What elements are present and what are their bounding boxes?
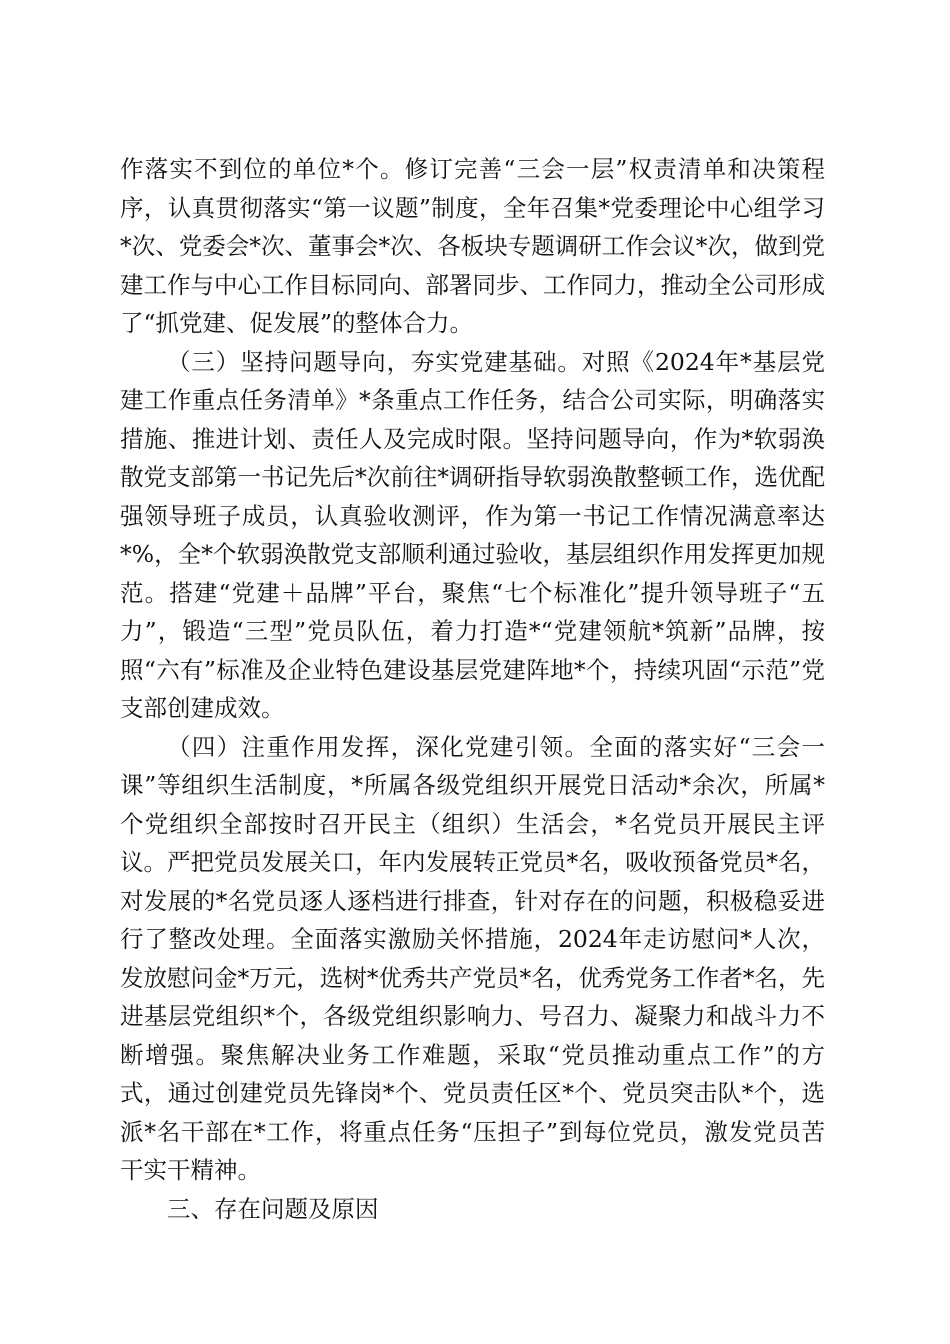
paragraph-continuation: 作落实不到位的单位*个。修订完善“三会一层”权责清单和决策程序，认真贯彻落实“第一议题”制度，全年召集*党委理论中心组学习*次、党委会*次、董事会*次、各板块专题调研工作会议*次，做到党建工作与中心工作目标同向、部署同步、工作同力，推动全公司形成了“抓党建、促发展”的整体合力。: [120, 155, 825, 337]
document-body: [120, 150, 825, 1228]
paragraph-section-3: （三）坚持问题导向，夯实党建基础。对照《2024年*基层党建工作重点任务清单》*条重点工作任务，结合公司实际，明确落实措施、推进计划、责任人及完成时限。坚持问题导向，作为*软弱涣散党支部第一书记先后*次前往*调研指导软弱涣散整顿工作，选优配强领导班子成员，认真验收测评，作为第一书记工作情况满意率达*%，全*个软弱涣散党支部顺利通过验收，基层组织作用发挥更加规范。搭建“党建＋品牌”平台，聚焦“七个标准化”提升领导班子“五力”，锻造“三型”党员队伍，着力打造*“党建领航*筑新”品牌，按照“六有”标准及企业特色建设基层党建阵地*个，持续巩固“示范”党支部创建成效。: [120, 347, 825, 722]
section-heading: 三、存在问题及原因: [167, 1194, 379, 1223]
paragraph-section-4: （四）注重作用发挥，深化党建引领。全面的落实好“三会一课”等组织生活制度，*所属各级党组织开展党日活动*余次，所属*个党组织全部按时召开民主（组织）生活会，*名党员开展民主评议。严把党员发展关口，年内发展转正党员*名，吸收预备党员*名，对发展的*名党员逐人逐档进行排查，针对存在的问题，积极稳妥进行了整改处理。全面落实激励关怀措施，2024年走访慰问*人次，发放慰问金*万元，选树*优秀共产党员*名，优秀党务工作者*名，先进基层党组织*个，各级党组织影响力、号召力、凝聚力和战斗力不断增强。聚焦解决业务工作难题，采取“党员推动重点工作”的方式，通过创建党员先锋岗*个、党员责任区*个、党员突击队*个，选派*名干部在*工作，将重点任务“压担子”到每位党员，激发党员苦干实干精神。: [120, 732, 825, 1184]
